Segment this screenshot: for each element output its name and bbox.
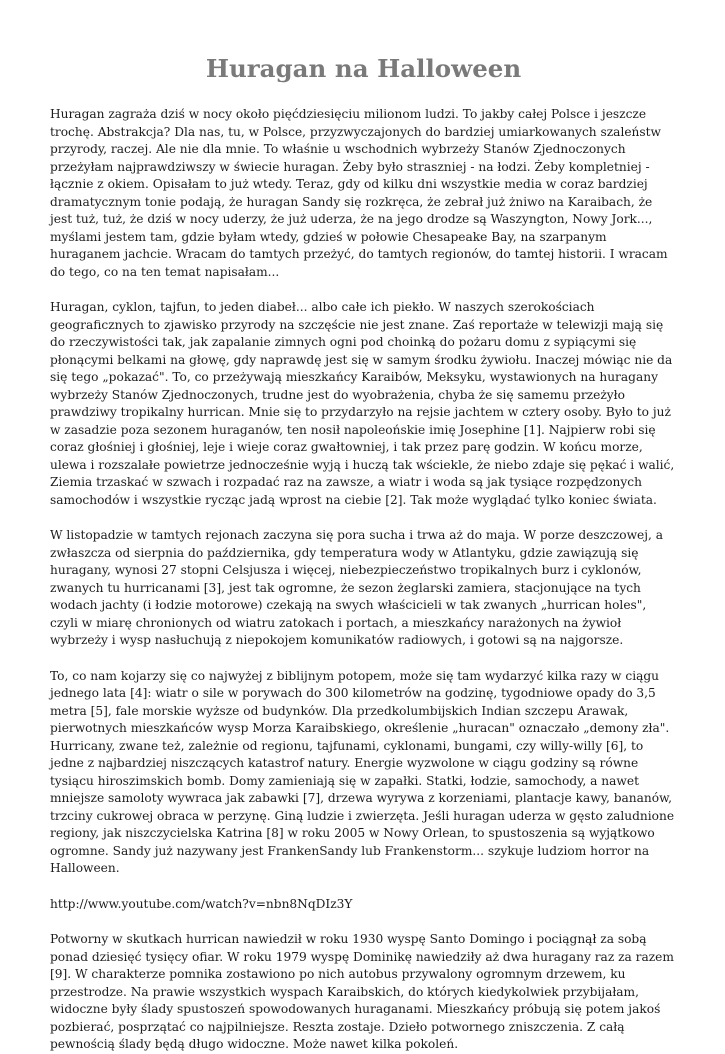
paragraph-destruction: To, co nam kojarzy się co najwyżej z biblijnym potopem, może się tam wydarzyć kilka razy w ciągu jednego lata [4]: wiatr o sile w porywach do 300 kilometrów na godzinę, tygodniowe opady do 3,5 metra [5], fale morskie wyższe od budynków. Dla przedkolumbijskich Indian szczepu Arawak, pierwotnych mieszkańców wysp Morza Karaibskiego, określenie „huracan" oznaczało „demony zła". Hurricany, zwane też, zależnie od regionu, tajfunami, cyklonami, bungami, czy willy-willy [6], to jedne z najbardziej niszczących katastrof natury. Energie wyzwolone w ciągu godziny są równe tysiącu hiroszimskich bomb. Domy zamieniają się w zapałki. Statki, łodzie, samochody, a nawet mniejsze samoloty wywraca jak zabawki [7], drzewa wyrywa z korzeniami, plantacje kawy, bananów, trzciny cukrowej obraca w perzynę. Giną ludzie i zwierzęta. Jeśli huragan uderza w gęsto zaludnione regiony, jak niszczycielska Katrina [8] w roku 2005 w Nowy Orlean, to spustoszenia są wyjątkowo ogromne. Sandy już nazywany jest FrankenSandy lub Frankenstorm... szykuje ludziom horror na Halloween. [50,668,675,875]
paragraph-hurricane-description: Huragan, cyklon, tajfun, to jeden diabeł... albo całe ich piekło. W naszych szerokościach geograficznych to zjawisko przyrody na szczęście nie jest znane. Zaś reportaże w telewizji mają się do rzeczywistości tak, jak zapalanie zimnych ogni pod choinką do pożaru domu z sypiącymi się płonącymi belkami na głowę, gdy naprawdę jest się w samym środku żywiołu. Inaczej mówiąc nie da się tego „pokazać". To, co przeżywają mieszkańcy Karaibów, Meksyku, wystawionych na huragany wybrzeży Stanów Zjednoczonych, trudne jest do wyobrażenia, chyba że się samemu przeżyło prawdziwy tropikalny hurrican. Mnie się to przydarzyło na rejsie jachtem w cztery osoby. Było to już w zasadzie poza sezonem huraganów, ten nosił napoleońskie imię Josephine [1]. Najpierw robi się coraz głośniej i głośniej, leje i wieje coraz gwałtowniej, i tak przez parę godzin. W końcu morze, ulewa i rozszalałe powietrze jednocześnie wyją i huczą tak wściekle, że niebo zdaje się pękać i walić, Ziemia trzaskać w szwach i rozpadać raz na zawsze, a wiatr i woda są jak tysiące rozpędzonych samochodów i wszystkie rycząc jadą wprost na ciebie [2]. Tak może wyglądać tylko koniec świata. [50,300,675,507]
youtube-link[interactable]: http://www.youtube.com/watch?v=nbn8NqDIz3Y [50,896,353,911]
paragraph-intro: Huragan zagraża dziś w nocy około pięćdziesięciu milionom ludzi. To jakby całej Polsce i jeszcze trochę. Abstrakcja? Dla nas, tu, w Polsce, przyzwyczajonych do bardziej umiarkowanych szaleństw przyrody, raczej. Ale nie dla mnie. To właśnie u wschodnich wybrzeży Stanów Zjednoczonych przeżyłam najprawdziwszy w świecie huragan. Żeby było straszniej - na łodzi. Żeby kompletniej - łącznie z okiem. Opisałam to już wtedy. Teraz, gdy od kilku dni wszystkie media w coraz bardziej dramatycznym tonie podają, że huragan Sandy się rozkręca, że zebrał już żniwo na Karaibach, że jest tuż, tuż, że dziś w nocy uderzy, że już uderza, że na jego drodze są Waszyngton, Nowy Jork..., myślami jestem tam, gdzie byłam wtedy, gdzieś w połowie Chesapeake Bay, na szarpanym huraganem jachcie. Wracam do tamtych przeżyć, do tamtych regionów, do tamtej historii. I wracam do tego, co na ten temat napisałam... [50,107,668,279]
paragraph-season: W listopadzie w tamtych rejonach zaczyna się pora sucha i trwa aż do maja. W porze deszczowej, a zwłaszcza od sierpnia do października, gdy temperatura wody w Atlantyku, gdzie zawiązują się huragany, wynosi 27 stopni Celsjusza i więcej, niebezpieczeństwo tropikalnych burz i cyklonów, zwanych tu hurricanami [3], jest tak ogromne, że sezon żeglarski zamiera, stacjonujące na tych wodach jachty (i łodzie motorowe) czekają na swych właścicieli w tak zwanych „hurrican holes", czyli w miarę chronionych od wiatru zatokach i portach, a mieszkańcy narażonych na żywioł wybrzeży i wysp nasłuchują z niepokojem komunikatów radiowych, i gotowi są na najgorsze. [50,528,664,647]
paragraph-closing: Potworny w skutkach hurrican nawiedził w roku 1930 wyspę Santo Domingo i pociągnął za sobą ponad dziesięć tysięcy ofiar. W roku 1979 wyspę Dominikę nawiedziły aż dwa huragany raz za razem [9]. W charakterze pomnika zostawiono po nich autobus przywalony ogromnym drzewem, ku przestrodze. Na prawie wszystkich wyspach Karaibskich, do których kiedykolwiek przybijałam, widoczne były ślady spustoszeń spowodowanych huraganami. Mieszkańcy próbują się potem jakoś pozbierać, posprzątać co najpilniejsze. Reszta zostaje. Dzieło potwornego zniszczenia. Z całą pewnością ślady będą długo widoczne. Może nawet kilka pokoleń. [50,932,674,1051]
document-title: Huragan na Halloween [205,54,522,83]
